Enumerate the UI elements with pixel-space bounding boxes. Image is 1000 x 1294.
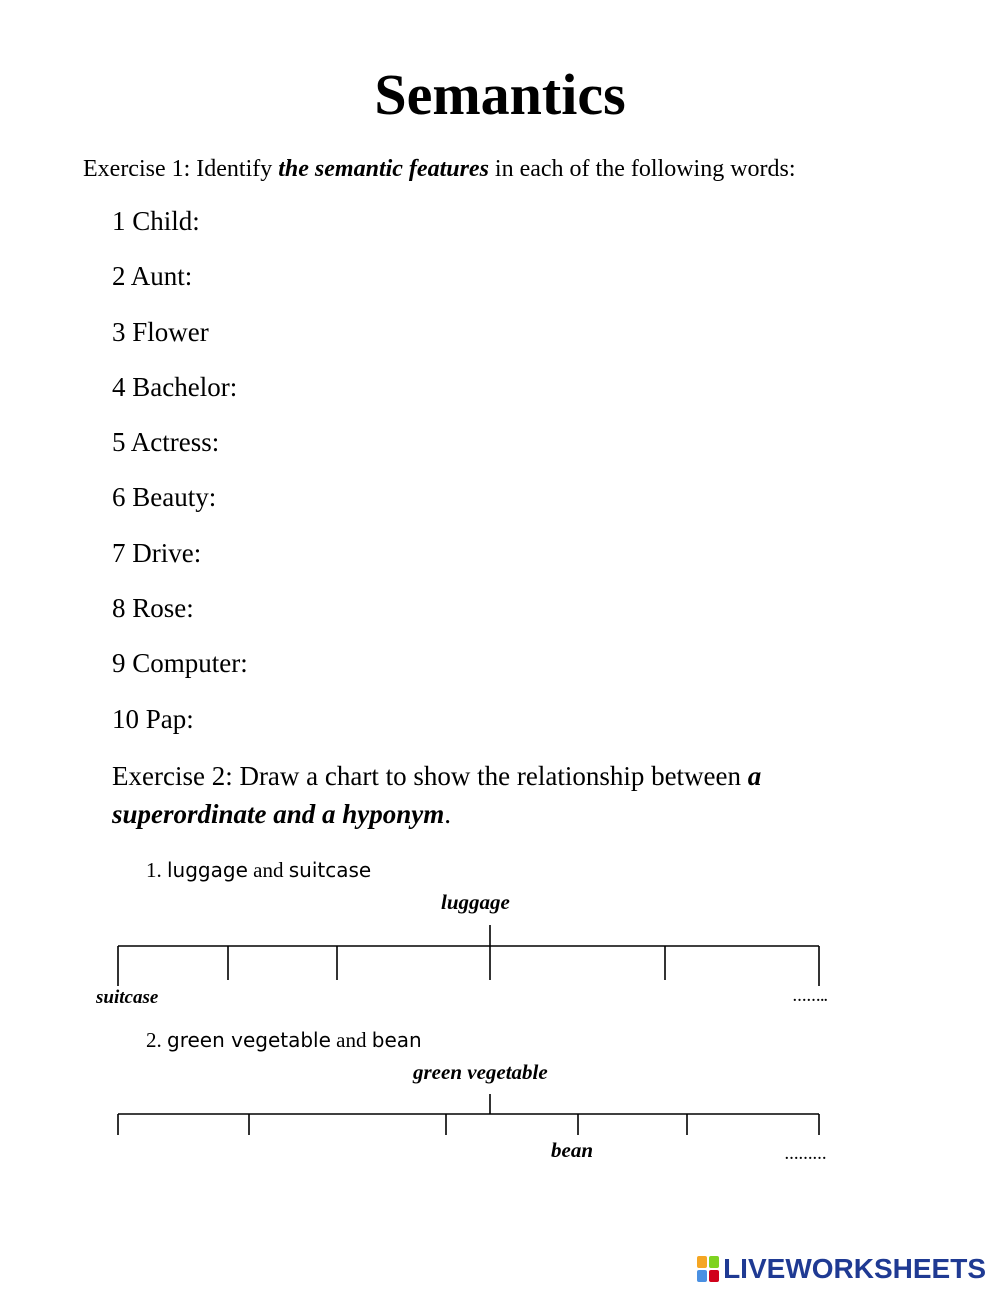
word-item: 2 Aunt: <box>112 261 193 291</box>
chart-1-left-label: suitcase <box>96 987 159 1008</box>
chart-2-number: 2. <box>146 1028 167 1052</box>
chart-1-term-1: luggage <box>167 858 248 882</box>
word-item: 3 Flower <box>112 317 209 347</box>
chart-1-tree <box>118 925 819 986</box>
exercise-2-prefix: Exercise 2: Draw a chart to show the relationship between <box>112 761 748 791</box>
chart-1-joiner: and <box>247 858 289 882</box>
word-item: 10 Pap: <box>112 704 194 734</box>
chart-2-term-1: green vegetable <box>167 1028 331 1052</box>
word-item: 8 Rose: <box>112 593 194 623</box>
exercise-2-suffix: . <box>444 799 452 829</box>
liveworksheets-logo[interactable] <box>697 1253 986 1285</box>
chart-2-root-label: green vegetable <box>413 1060 548 1084</box>
chart-1-root-label: luggage <box>441 890 510 914</box>
chart-1-number: 1. <box>146 858 167 882</box>
page-title: Semantics <box>374 62 626 127</box>
exercise-1-suffix: in each of the following words: <box>488 156 796 182</box>
word-item: 5 Actress: <box>112 427 220 457</box>
chart-1-right-label: …….. <box>793 990 828 1005</box>
exercise-1-emphasis: the semantic features <box>278 156 489 182</box>
chart-2-mid-label: bean <box>551 1138 593 1162</box>
chart-2-joiner: and <box>330 1028 372 1052</box>
exercise-2-emphasis: a superordinate and a hyponym <box>112 761 762 829</box>
logo-text: LIVEWORKSHEETS <box>723 1253 986 1284</box>
chart-1-term-2: suitcase <box>288 858 372 882</box>
word-item: 4 Bachelor: <box>112 372 238 402</box>
word-item: 7 Drive: <box>112 538 202 568</box>
logo-blocks-icon <box>697 1256 719 1282</box>
word-item: 9 Computer: <box>112 648 248 678</box>
word-item: 6 Beauty: <box>112 482 217 512</box>
chart-2-right-label: ……… <box>785 1148 827 1163</box>
chart-2-tree <box>118 1094 819 1135</box>
chart-2-term-2: bean <box>371 1028 422 1052</box>
exercise-1-prefix: Exercise 1: Identify <box>83 156 279 182</box>
word-item: 1 Child: <box>112 206 200 236</box>
